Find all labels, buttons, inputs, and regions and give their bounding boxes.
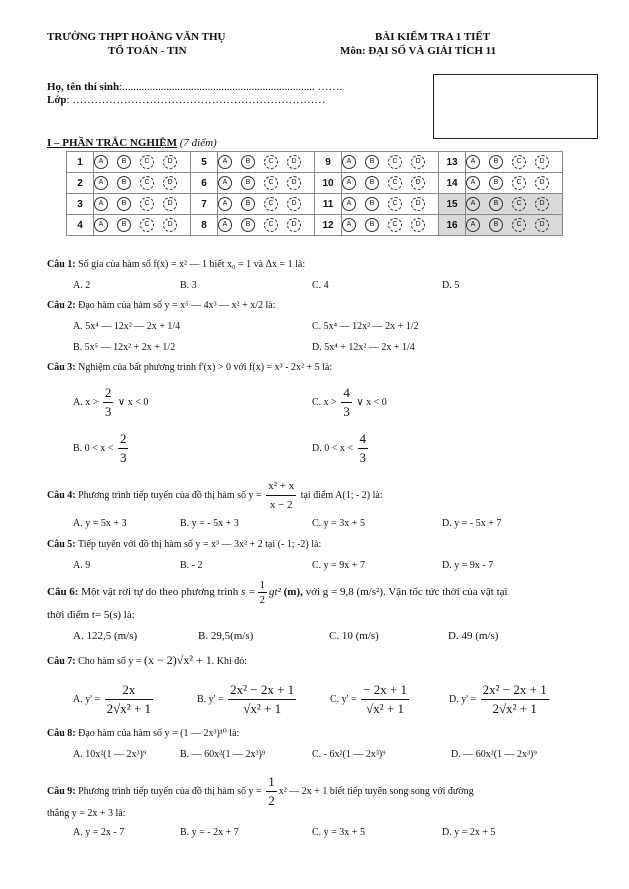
student-class-field[interactable]: : …………………………………………………………… xyxy=(66,94,326,106)
question-label: Câu 3: xyxy=(47,362,76,373)
grid-row xyxy=(67,215,563,236)
bubble-d[interactable]: D xyxy=(535,155,549,169)
bubble-c[interactable]: C xyxy=(388,176,402,190)
option-prefix: B. y' = xyxy=(197,693,224,705)
bubble-b[interactable]: B xyxy=(365,176,379,190)
q9-option-a[interactable]: A. y = 2x - 7 xyxy=(73,827,125,838)
bubble-a[interactable]: A xyxy=(94,176,108,190)
bubble-a[interactable]: A xyxy=(342,155,356,169)
option-prefix: A. x > xyxy=(73,396,99,408)
q5-option-b[interactable]: B. - 2 xyxy=(180,560,203,571)
bubble-b[interactable]: B xyxy=(241,176,255,190)
question-label: Câu 1: xyxy=(47,259,76,270)
bubble-c[interactable]: C xyxy=(512,155,526,169)
bubble-c[interactable]: C xyxy=(512,218,526,232)
bubble-c[interactable]: C xyxy=(140,218,154,232)
question-number: 4 xyxy=(67,215,94,236)
section-title: I – PHẦN TRẮC NGHIỆM xyxy=(47,137,177,149)
question-text-end: với g = 9,8 (m/s²). Vận tốc tức thời của vật tại xyxy=(305,586,508,599)
subject-title: Môn: ĐẠI SỐ VÀ GIẢI TÍCH 11 xyxy=(340,45,497,57)
denominator: 3 xyxy=(119,450,127,465)
numerator: 2x xyxy=(105,681,153,700)
bubble-a[interactable]: A xyxy=(466,218,480,232)
q1-option-a[interactable]: A. 2 xyxy=(73,280,91,291)
bubble-d[interactable]: D xyxy=(411,197,425,211)
bubble-c[interactable]: C xyxy=(140,176,154,190)
q4-option-c[interactable]: C. y = 3x + 5 xyxy=(312,518,365,529)
q3-option-c[interactable] xyxy=(312,384,387,421)
question-3 xyxy=(47,362,332,373)
bubble-group xyxy=(466,194,563,215)
q4-option-b[interactable]: B. y = - 5x + 3 xyxy=(180,518,239,529)
q5-option-d[interactable]: D. y = 9x - 7 xyxy=(442,560,494,571)
question-number: 12 xyxy=(315,215,342,236)
grid-row xyxy=(67,173,563,194)
bubble-b[interactable]: B xyxy=(117,155,131,169)
fraction xyxy=(361,681,409,718)
q2-option-b[interactable]: B. 5x⁵ — 12x² + 2x + 1/2 xyxy=(73,342,176,353)
denominator: √x² + 1 xyxy=(366,701,405,716)
option-prefix: D. y' = xyxy=(449,693,477,705)
bubble-a[interactable]: A xyxy=(218,155,232,169)
q4-option-d[interactable]: D. y = - 5x + 7 xyxy=(442,518,502,529)
numerator: 4 xyxy=(341,384,352,403)
q7-option-b[interactable] xyxy=(197,681,298,718)
question-6 xyxy=(47,578,508,607)
fraction xyxy=(266,773,277,810)
fraction xyxy=(105,681,153,718)
formula-unit: (m), xyxy=(283,586,303,599)
bubble-a[interactable]: A xyxy=(342,218,356,232)
fraction xyxy=(266,477,296,514)
question-text: Đạo hàm của hàm số y = (1 — 2x³)¹⁰ là: xyxy=(78,728,240,739)
option-prefix: D. 0 < x < xyxy=(312,442,354,454)
bubble-d[interactable]: D xyxy=(163,218,177,232)
bubble-group xyxy=(342,215,439,236)
fraction xyxy=(358,430,369,467)
question-number: 8 xyxy=(191,215,218,236)
q6-option-d[interactable]: D. 49 (m/s) xyxy=(448,630,499,642)
question-8 xyxy=(47,728,239,739)
question-number: 7 xyxy=(191,194,218,215)
denominator: x − 2 xyxy=(269,499,293,511)
question-number: 6 xyxy=(191,173,218,194)
q6-option-a[interactable]: A. 122,5 (m/s) xyxy=(73,630,138,642)
score-box xyxy=(433,74,598,139)
bubble-b[interactable]: B xyxy=(489,197,503,211)
question-label: Câu 2: xyxy=(47,300,76,311)
q8-option-a[interactable]: A. 10x²(1 — 2x³)⁹ xyxy=(73,749,147,760)
bubble-c[interactable]: C xyxy=(264,197,278,211)
question-text-end: tại điểm A(1; - 2) là: xyxy=(300,489,383,501)
bubble-b[interactable]: B xyxy=(241,197,255,211)
numerator: x² + x xyxy=(266,477,296,496)
function-expression: (x − 2)√x² + 1 xyxy=(144,653,212,667)
bubble-c[interactable]: C xyxy=(140,197,154,211)
bubble-c[interactable]: C xyxy=(264,218,278,232)
formula-gt: gt² xyxy=(269,586,281,599)
bubble-a[interactable]: A xyxy=(218,197,232,211)
q3-option-a[interactable] xyxy=(73,384,148,421)
bubble-group xyxy=(218,215,315,236)
question-text: Tiếp tuyến với đồ thị hàm số y = x³ — 3x² + 2 tại (- 1; -2) là: xyxy=(77,539,322,550)
q4-option-a[interactable]: A. y = 5x + 3 xyxy=(73,518,127,529)
option-prefix: C. x > xyxy=(312,396,337,408)
bubble-b[interactable]: B xyxy=(117,176,131,190)
bubble-d[interactable]: D xyxy=(535,197,549,211)
q6-option-b[interactable]: B. 29,5(m/s) xyxy=(198,630,254,642)
bubble-group xyxy=(94,194,191,215)
question-number: 3 xyxy=(67,194,94,215)
q3-option-b[interactable] xyxy=(73,430,130,467)
bubble-b[interactable]: B xyxy=(117,197,131,211)
question-6-line2: thời điểm t= 5(s) là: xyxy=(47,609,135,621)
denominator: 2 xyxy=(259,594,266,606)
q1-option-d[interactable]: D. 5 xyxy=(442,280,460,291)
student-name-field[interactable]: :...................................................................... ……. xyxy=(119,81,343,93)
bubble-c[interactable]: C xyxy=(512,176,526,190)
bubble-group xyxy=(342,152,439,173)
section-heading xyxy=(47,137,217,149)
school-name: TRƯỜNG THPT HOÀNG VĂN THỤ xyxy=(47,31,226,43)
bubble-a[interactable]: A xyxy=(94,218,108,232)
question-text: Nghiệm của bất phương trình f'(x) > 0 với f(x) = x³ - 2x² + 5 là: xyxy=(78,362,333,373)
question-text: Cho hàm số y = xyxy=(78,656,142,667)
q2-option-d[interactable]: D. 5x⁴ + 12x² — 2x + 1/4 xyxy=(312,342,415,353)
q8-option-b[interactable]: B. — 60x²(1 — 2x³)⁹ xyxy=(180,749,266,760)
bubble-group xyxy=(218,173,315,194)
question-2 xyxy=(47,300,276,311)
bubble-b[interactable]: B xyxy=(489,176,503,190)
formula-s: s = xyxy=(241,586,256,599)
bubble-group xyxy=(218,152,315,173)
bubble-a[interactable]: A xyxy=(466,155,480,169)
q9-option-b[interactable]: B. y = - 2x + 7 xyxy=(180,827,239,838)
bubble-a[interactable]: A xyxy=(466,176,480,190)
numerator: − 2x + 1 xyxy=(361,681,409,700)
bubble-c[interactable]: C xyxy=(388,218,402,232)
bubble-b[interactable]: B xyxy=(365,197,379,211)
question-4 xyxy=(47,477,383,514)
q9-option-c[interactable]: C. y = 3x + 5 xyxy=(312,827,365,838)
bubble-group xyxy=(466,152,563,173)
bubble-d[interactable]: D xyxy=(411,218,425,232)
bubble-c[interactable]: C xyxy=(264,155,278,169)
bubble-group xyxy=(94,173,191,194)
q7-option-a[interactable] xyxy=(73,681,155,718)
question-number: 1 xyxy=(67,152,94,173)
option-suffix: ∨ x < 0 xyxy=(117,396,149,408)
numerator: 2x² − 2x + 1 xyxy=(228,681,296,700)
test-title: BÀI KIỂM TRA 1 TIẾT xyxy=(375,31,491,43)
bubble-b[interactable]: B xyxy=(365,218,379,232)
fraction xyxy=(258,578,268,607)
q6-option-c[interactable]: C. 10 (m/s) xyxy=(329,630,379,642)
bubble-a[interactable]: A xyxy=(342,176,356,190)
denominator: 2√x² + 1 xyxy=(106,701,152,716)
question-number: 11 xyxy=(315,194,342,215)
fraction xyxy=(341,384,352,421)
bubble-d[interactable]: D xyxy=(287,197,301,211)
q7-option-c[interactable] xyxy=(330,681,411,718)
option-suffix: ∨ x < 0 xyxy=(356,396,387,408)
question-label: Câu 8: xyxy=(47,728,76,739)
student-name-line xyxy=(47,81,342,93)
question-label: Câu 4: xyxy=(47,489,76,501)
numerator: 2 xyxy=(103,384,114,403)
q9-option-d[interactable]: D. y = 2x + 5 xyxy=(442,827,496,838)
question-number: 13 xyxy=(439,152,466,173)
bubble-d[interactable]: D xyxy=(287,176,301,190)
bubble-d[interactable]: D xyxy=(287,218,301,232)
bubble-c[interactable]: C xyxy=(388,197,402,211)
bubble-d[interactable]: D xyxy=(163,155,177,169)
question-label: Câu 6: xyxy=(47,586,79,599)
q2-option-c[interactable]: C. 5x⁴ — 12x² — 2x + 1/2 xyxy=(312,321,419,332)
numerator: 1 xyxy=(266,773,277,792)
bubble-a[interactable]: A xyxy=(94,197,108,211)
bubble-c[interactable]: C xyxy=(140,155,154,169)
q1-option-c[interactable]: C. 4 xyxy=(312,280,329,291)
denominator: 3 xyxy=(359,450,367,465)
bubble-c[interactable]: C xyxy=(512,197,526,211)
denominator: 3 xyxy=(104,404,112,419)
denominator: 2√x² + 1 xyxy=(492,701,537,716)
q2-option-a[interactable]: A. 5x⁴ — 12x² — 2x + 1/4 xyxy=(73,321,181,332)
bubble-d[interactable]: D xyxy=(411,176,425,190)
student-class-label: Lớp xyxy=(47,94,67,106)
q8-option-d[interactable]: D. — 60x²(1 — 2x³)⁹ xyxy=(451,749,537,760)
denominator: 2 xyxy=(268,793,275,808)
numerator: 4 xyxy=(358,430,369,449)
question-label: Câu 9: xyxy=(47,785,76,797)
answer-grid xyxy=(66,151,563,236)
question-label: Câu 7: xyxy=(47,656,76,667)
bubble-d[interactable]: D xyxy=(163,197,177,211)
bubble-b[interactable]: B xyxy=(241,218,255,232)
fraction xyxy=(228,681,296,718)
question-text: Phương trình tiếp tuyến của đồ thị hàm số y = xyxy=(78,489,262,501)
bubble-d[interactable]: D xyxy=(411,155,425,169)
fraction xyxy=(481,681,549,718)
bubble-group xyxy=(466,173,563,194)
q5-option-a[interactable]: A. 9 xyxy=(73,560,91,571)
bubble-group xyxy=(342,173,439,194)
question-text-end: . Khi đó: xyxy=(211,656,248,667)
question-number: 5 xyxy=(191,152,218,173)
option-prefix: C. y' = xyxy=(330,693,357,705)
bubble-a[interactable]: A xyxy=(218,218,232,232)
bubble-a[interactable]: A xyxy=(342,197,356,211)
question-number: 2 xyxy=(67,173,94,194)
grid-row xyxy=(67,152,563,173)
q3-option-d[interactable] xyxy=(312,430,370,467)
fraction xyxy=(103,384,114,421)
q5-option-c[interactable]: C. y = 9x + 7 xyxy=(312,560,365,571)
question-text: Phương trình tiếp tuyến của đồ thị hàm số y = xyxy=(78,785,262,797)
question-1 xyxy=(47,259,305,270)
question-7 xyxy=(47,653,247,668)
bubble-d[interactable]: D xyxy=(535,218,549,232)
bubble-b[interactable]: B xyxy=(489,155,503,169)
bubble-d[interactable]: D xyxy=(287,155,301,169)
bubble-group xyxy=(466,215,563,236)
question-number: 9 xyxy=(315,152,342,173)
numerator: 1 xyxy=(259,579,266,591)
denominator: 3 xyxy=(343,404,350,419)
bubble-group xyxy=(94,152,191,173)
grid-row xyxy=(67,194,563,215)
bubble-d[interactable]: D xyxy=(163,176,177,190)
bubble-group xyxy=(218,194,315,215)
question-9 xyxy=(47,773,474,810)
numerator: 2 xyxy=(118,430,129,449)
numerator: 2x² − 2x + 1 xyxy=(481,681,549,700)
q8-option-c[interactable]: C. - 6x²(1 — 2x³)⁹ xyxy=(312,749,386,760)
question-number: 15 xyxy=(439,194,466,215)
bubble-a[interactable]: A xyxy=(466,197,480,211)
denominator: √x² + 1 xyxy=(243,701,282,716)
bubble-b[interactable]: B xyxy=(365,155,379,169)
q1-option-b[interactable]: B. 3 xyxy=(180,280,197,291)
bubble-c[interactable]: C xyxy=(388,155,402,169)
bubble-group xyxy=(94,215,191,236)
student-name-label: Họ, tên thí sinh xyxy=(47,81,120,93)
question-label: Câu 5: xyxy=(47,539,76,550)
question-5 xyxy=(47,539,321,550)
bubble-b[interactable]: B xyxy=(241,155,255,169)
department-name: TỔ TOÁN - TIN xyxy=(108,45,187,57)
bubble-b[interactable]: B xyxy=(489,218,503,232)
question-text-end: x² — 2x + 1 biết tiếp tuyến song song với đường xyxy=(278,785,474,797)
question-text: Đạo hàm của hàm số y = x⁵ — 4x³ — x² + x/2 là: xyxy=(78,300,276,311)
question-text: Số gia của hàm số f(x) = x² — 1 biết x₀ = 1 và Δx = 1 là: xyxy=(78,259,306,270)
bubble-c[interactable]: C xyxy=(264,176,278,190)
option-prefix: B. 0 < x < xyxy=(73,442,114,454)
bubble-a[interactable]: A xyxy=(218,176,232,190)
bubble-d[interactable]: D xyxy=(535,176,549,190)
bubble-group xyxy=(342,194,439,215)
fraction xyxy=(118,430,129,467)
question-text: Một vật rơi tự do theo phương trình xyxy=(81,586,239,599)
question-9-line2: thẳng y = 2x + 3 là: xyxy=(47,808,126,819)
bubble-a[interactable]: A xyxy=(94,155,108,169)
student-class-line xyxy=(47,94,325,106)
option-prefix: A. y' = xyxy=(73,693,101,705)
bubble-b[interactable]: B xyxy=(117,218,131,232)
question-number: 10 xyxy=(315,173,342,194)
q7-option-d[interactable] xyxy=(449,681,551,718)
section-points: (7 điểm) xyxy=(179,137,217,149)
question-number: 16 xyxy=(439,215,466,236)
question-number: 14 xyxy=(439,173,466,194)
